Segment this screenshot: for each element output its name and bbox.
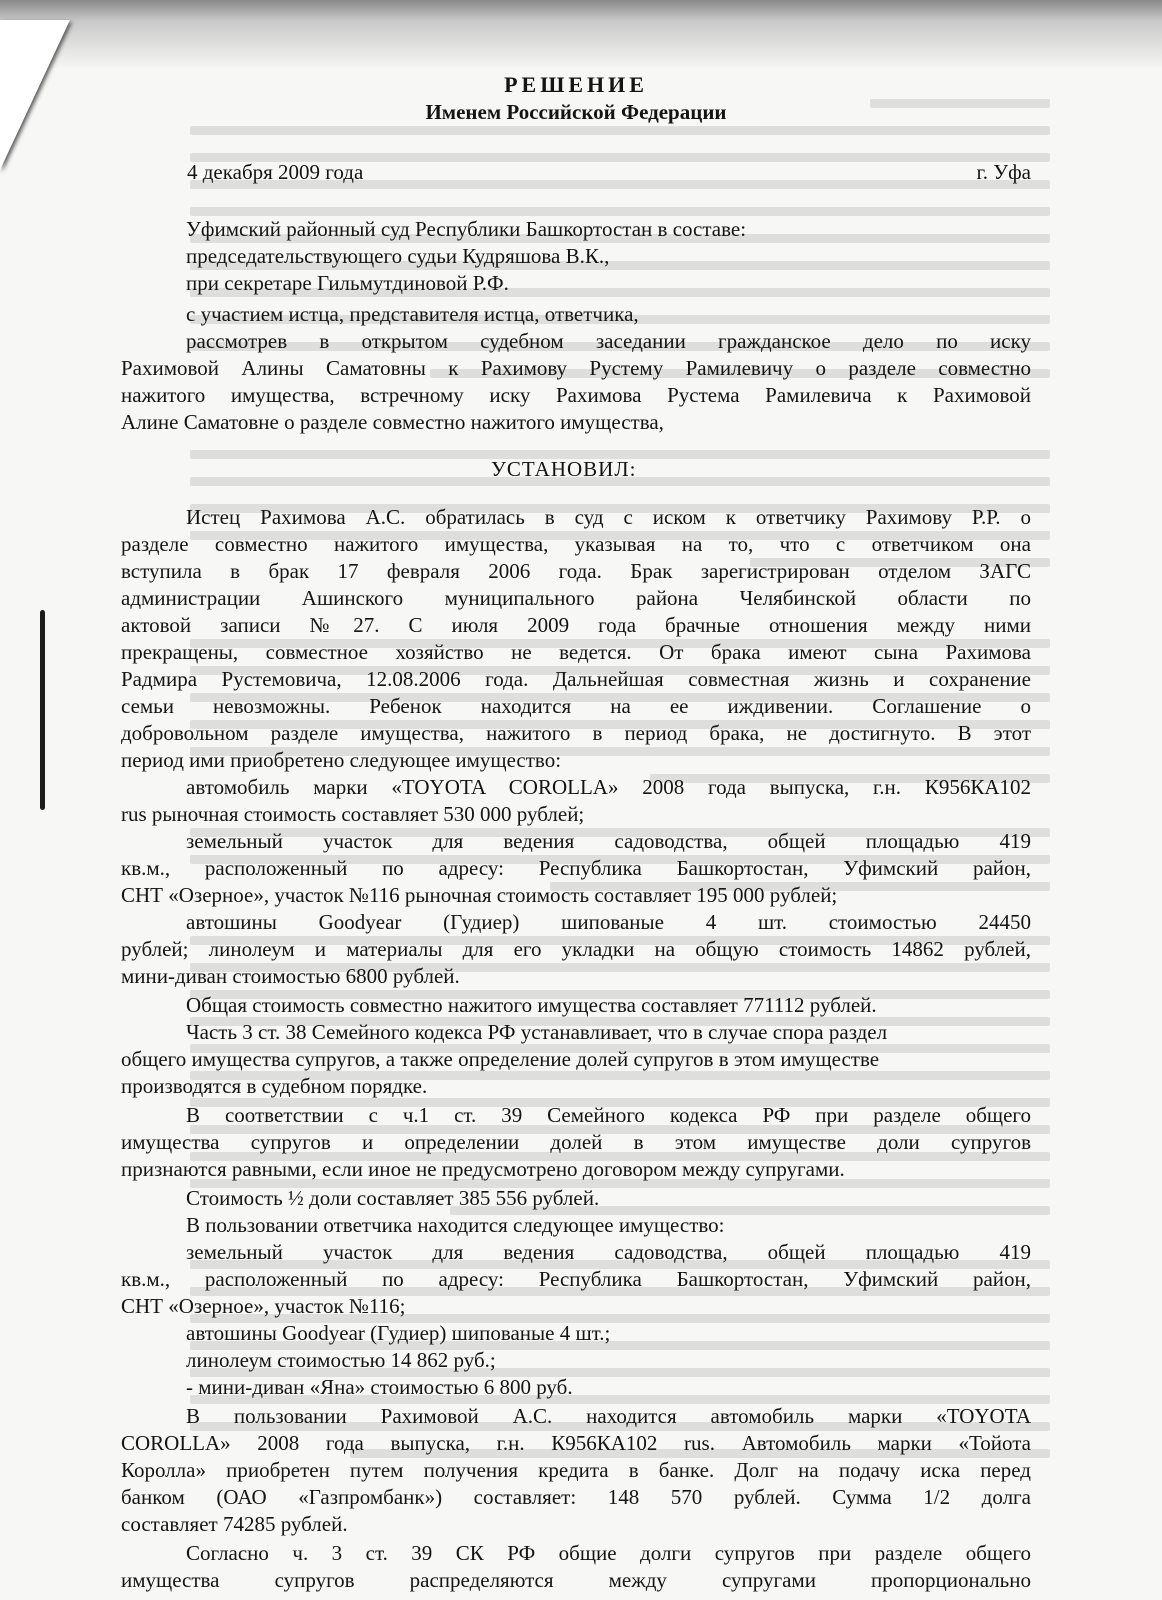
text-line: В соответствии с ч.1 ст. 39 Семейного кодекса РФ при разделе общего — [186, 1103, 1031, 1127]
text-line: Королла» приобретен путем получения кредита в банке. Долг на подачу иска перед — [121, 1458, 1031, 1482]
text-line: при секретаре Гильмутдиновой Р.Ф. — [186, 271, 509, 295]
text-line: автошины Goodyear (Гудиер) шипованые 4 шт.; — [186, 1321, 611, 1345]
text-line: производятся в судебном порядке. — [121, 1074, 428, 1098]
text-line: земельный участок для ведения садоводства, общей площадью 419 — [186, 829, 1031, 853]
text-line: нажитого имущества, встречному иску Рахимова Рустема Рамилевича к Рахимовой — [121, 383, 1031, 407]
text-line: банком (ОАО «Газпромбанк») составляет: 148 570 рублей. Сумма 1/2 долга — [121, 1485, 1031, 1509]
text-line: кв.м., расположенный по адресу: Республика Башкортостан, Уфимский район, — [121, 856, 1031, 880]
text-line: Часть 3 ст. 38 Семейного кодекса РФ устанавливает, что в случае спора раздел — [186, 1020, 888, 1044]
text-line: Общая стоимость совместно нажитого имущества составляет 771112 рублей. — [186, 993, 877, 1017]
text-line: рассмотрев в открытом судебном заседании гражданское дело по иску — [186, 329, 1031, 353]
text-line: земельный участок для ведения садоводства, общей площадью 419 — [186, 1240, 1031, 1264]
text-line: рублей; линолеум и материалы для его укладки на общую стоимость 14862 рублей, — [121, 937, 1031, 961]
folded-corner — [0, 20, 70, 170]
text-line: Согласно ч. 3 ст. 39 СК РФ общие долги супругов при разделе общего — [186, 1541, 1031, 1565]
text-line: rus рыночная стоимость составляет 530 000 рублей; — [121, 802, 585, 826]
text-line: Радмира Рустемовича, 12.08.2006 года. Дальнейшая совместная жизнь и сохранение — [121, 667, 1031, 691]
text-line: кв.м., расположенный по адресу: Республика Башкортостан, Уфимский район, — [121, 1267, 1031, 1291]
text-line: актовой записи №27. С июля 2009 года брачные отношения между ними — [121, 613, 1031, 637]
text-line: Истец Рахимова А.С. обратилась в суд с иском к ответчику Рахимову Р.Р. о — [186, 505, 1031, 529]
decision-city: г. Уфа — [976, 160, 1031, 184]
text-line: период ими приобретено следующее имущество: — [121, 748, 562, 772]
text-line: признаются равными, если иное не предусмотрено договором между супругами. — [121, 1157, 845, 1181]
text-line: общего имущества супругов, а также определение долей супругов в этом имуществе — [121, 1047, 880, 1071]
text-line: Стоимость ½ доли составляет 385 556 рублей. — [186, 1186, 600, 1210]
scan-edge-mark — [40, 610, 45, 810]
text-line: разделе совместно нажитого имущества, указывая на то, что с ответчиком она — [121, 532, 1031, 556]
text-line: имущества супругов и определении долей в этом имуществе доли супругов — [121, 1130, 1031, 1154]
document-title: РЕШЕНИЕ — [504, 72, 648, 97]
text-line: Алине Саматовне о разделе совместно нажитого имущества, — [121, 410, 664, 434]
text-line: В пользовании Рахимовой А.С. находится автомобиль марки «TOYOTA — [186, 1404, 1031, 1428]
text-line: Рахимовой Алины Саматовны к Рахимову Рустему Рамилевичу о разделе совместно — [121, 356, 1031, 380]
text-line: вступила в брак 17 февраля 2006 года. Брак зарегистрирован отделом ЗАГС — [121, 559, 1031, 583]
text-line: председательствующего судьи Кудряшова В.К., — [186, 244, 610, 268]
scan-shadow — [0, 0, 1162, 70]
text-line: семьи невозможны. Ребенок находится на ее иждивении. Соглашение о — [121, 694, 1031, 718]
text-line: В пользовании ответчика находится следующее имущество: — [186, 1213, 725, 1237]
text-line: прекращены, совместное хозяйство не ведется. От брака имеют сына Рахимова — [121, 640, 1031, 664]
text-line: линолеум стоимостью 14 862 руб.; — [186, 1348, 496, 1372]
text-line: мини-диван стоимостью 6800 рублей. — [121, 964, 460, 988]
text-line: СНТ «Озерное», участок №116; — [121, 1294, 406, 1318]
text-line: COROLLA» 2008 года выпуска, г.н. К956КА102 rus. Автомобиль марки «Тойота — [121, 1431, 1031, 1455]
text-line: с участием истца, представителя истца, ответчика, — [186, 302, 639, 326]
text-line: администрации Ашинского муниципального района Челябинской области по — [121, 586, 1031, 610]
document-subtitle: Именем Российской Федерации — [425, 100, 727, 124]
text-line: автошины Goodyear (Гудиер) шипованые 4 шт. стоимостью 24450 — [186, 910, 1031, 934]
text-line: Уфимский районный суд Республики Башкортостан в составе: — [186, 217, 747, 241]
section-heading: УСТАНОВИЛ: — [491, 457, 637, 481]
text-line: составляет 74285 рублей. — [121, 1512, 348, 1536]
decision-date: 4 декабря 2009 года — [187, 160, 364, 184]
text-line: имущества супругов распределяются между супругами пропорционально — [121, 1568, 1031, 1592]
text-line: автомобиль марки «TOYOTA COROLLA» 2008 года выпуска, г.н. К956КА102 — [186, 775, 1031, 799]
text-line: СНТ «Озерное», участок №116 рыночная стоимость составляет 195 000 рублей; — [121, 883, 838, 907]
text-line: добровольном разделе имущества, нажитого в период брака, не достигнуто. В этот — [121, 721, 1031, 745]
text-line: - мини-диван «Яна» стоимостью 6 800 руб. — [186, 1375, 573, 1399]
